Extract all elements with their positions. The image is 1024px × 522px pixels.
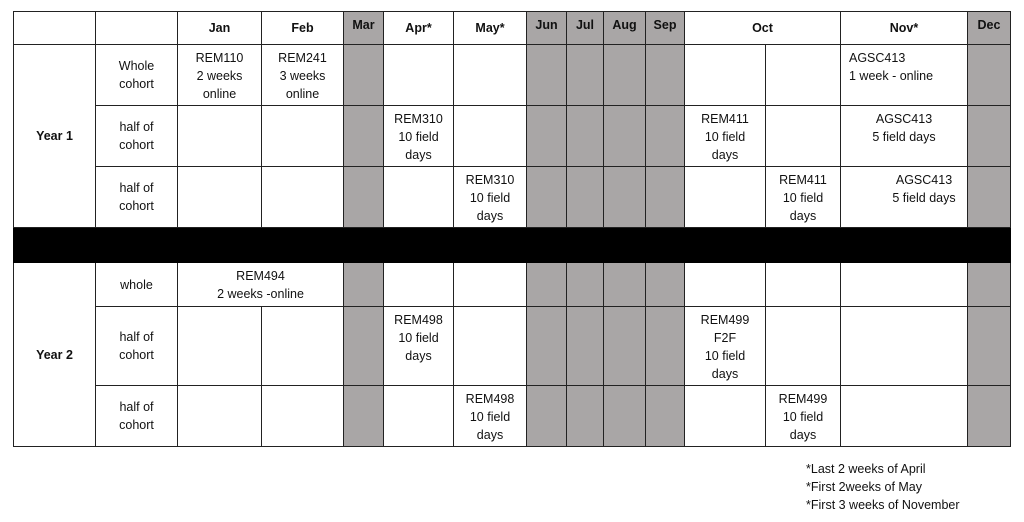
course-cell: AGSC413 5 field days — [841, 106, 968, 167]
table-row — [14, 386, 1011, 447]
group-label: half of cohort — [96, 307, 178, 386]
schedule-table — [13, 11, 1011, 447]
course-cell: REM494 2 weeks -online — [178, 263, 344, 307]
group-label: half of cohort — [96, 386, 178, 447]
course-cell: REM499 10 field days — [766, 386, 841, 447]
course-cell: REM498 10 field days — [384, 307, 454, 386]
month-dec: Dec — [968, 12, 1011, 45]
footnote: *First 3 weeks of November — [806, 498, 960, 512]
group-label: Whole cohort — [96, 45, 178, 106]
year-separator — [14, 228, 1011, 263]
table-row — [14, 167, 1011, 228]
month-mar: Mar — [344, 12, 384, 45]
group-label: half of cohort — [96, 167, 178, 228]
footnote: *Last 2 weeks of April — [806, 462, 926, 476]
course-cell: REM310 10 field days — [454, 167, 527, 228]
month-feb: Feb — [262, 12, 344, 45]
course-cell: REM499 F2F 10 field days — [685, 307, 766, 386]
footnote: *First 2weeks of May — [806, 480, 923, 494]
course-cell: REM310 10 field days — [384, 106, 454, 167]
year-1-label: Year 1 — [14, 45, 96, 228]
course-cell: AGSC413 1 week - online — [841, 45, 968, 106]
footnotes — [806, 460, 960, 514]
course-cell: REM241 3 weeks online — [262, 45, 344, 106]
course-cell: AGSC413 5 field days — [841, 167, 968, 228]
course-cell: REM411 10 field days — [766, 167, 841, 228]
month-apr: Apr* — [384, 12, 454, 45]
course-cell: REM411 10 field days — [685, 106, 766, 167]
table-row — [14, 106, 1011, 167]
corner-cell — [14, 12, 96, 45]
course-cell: REM110 2 weeks online — [178, 45, 262, 106]
month-nov: Nov* — [841, 12, 968, 45]
year-2-label: Year 2 — [14, 263, 96, 447]
group-label: whole — [96, 263, 178, 307]
month-oct: Oct — [685, 12, 841, 45]
month-may: May* — [454, 12, 527, 45]
corner-cell — [96, 12, 178, 45]
month-aug: Aug — [604, 12, 646, 45]
table-row — [14, 45, 1011, 106]
table-row — [14, 307, 1011, 386]
course-cell: REM498 10 field days — [454, 386, 527, 447]
month-sep: Sep — [646, 12, 685, 45]
group-label: half of cohort — [96, 106, 178, 167]
month-jul: Jul — [567, 12, 604, 45]
table-row — [14, 263, 1011, 307]
month-jan: Jan — [178, 12, 262, 45]
month-header-row — [14, 12, 1011, 45]
month-jun: Jun — [527, 12, 567, 45]
